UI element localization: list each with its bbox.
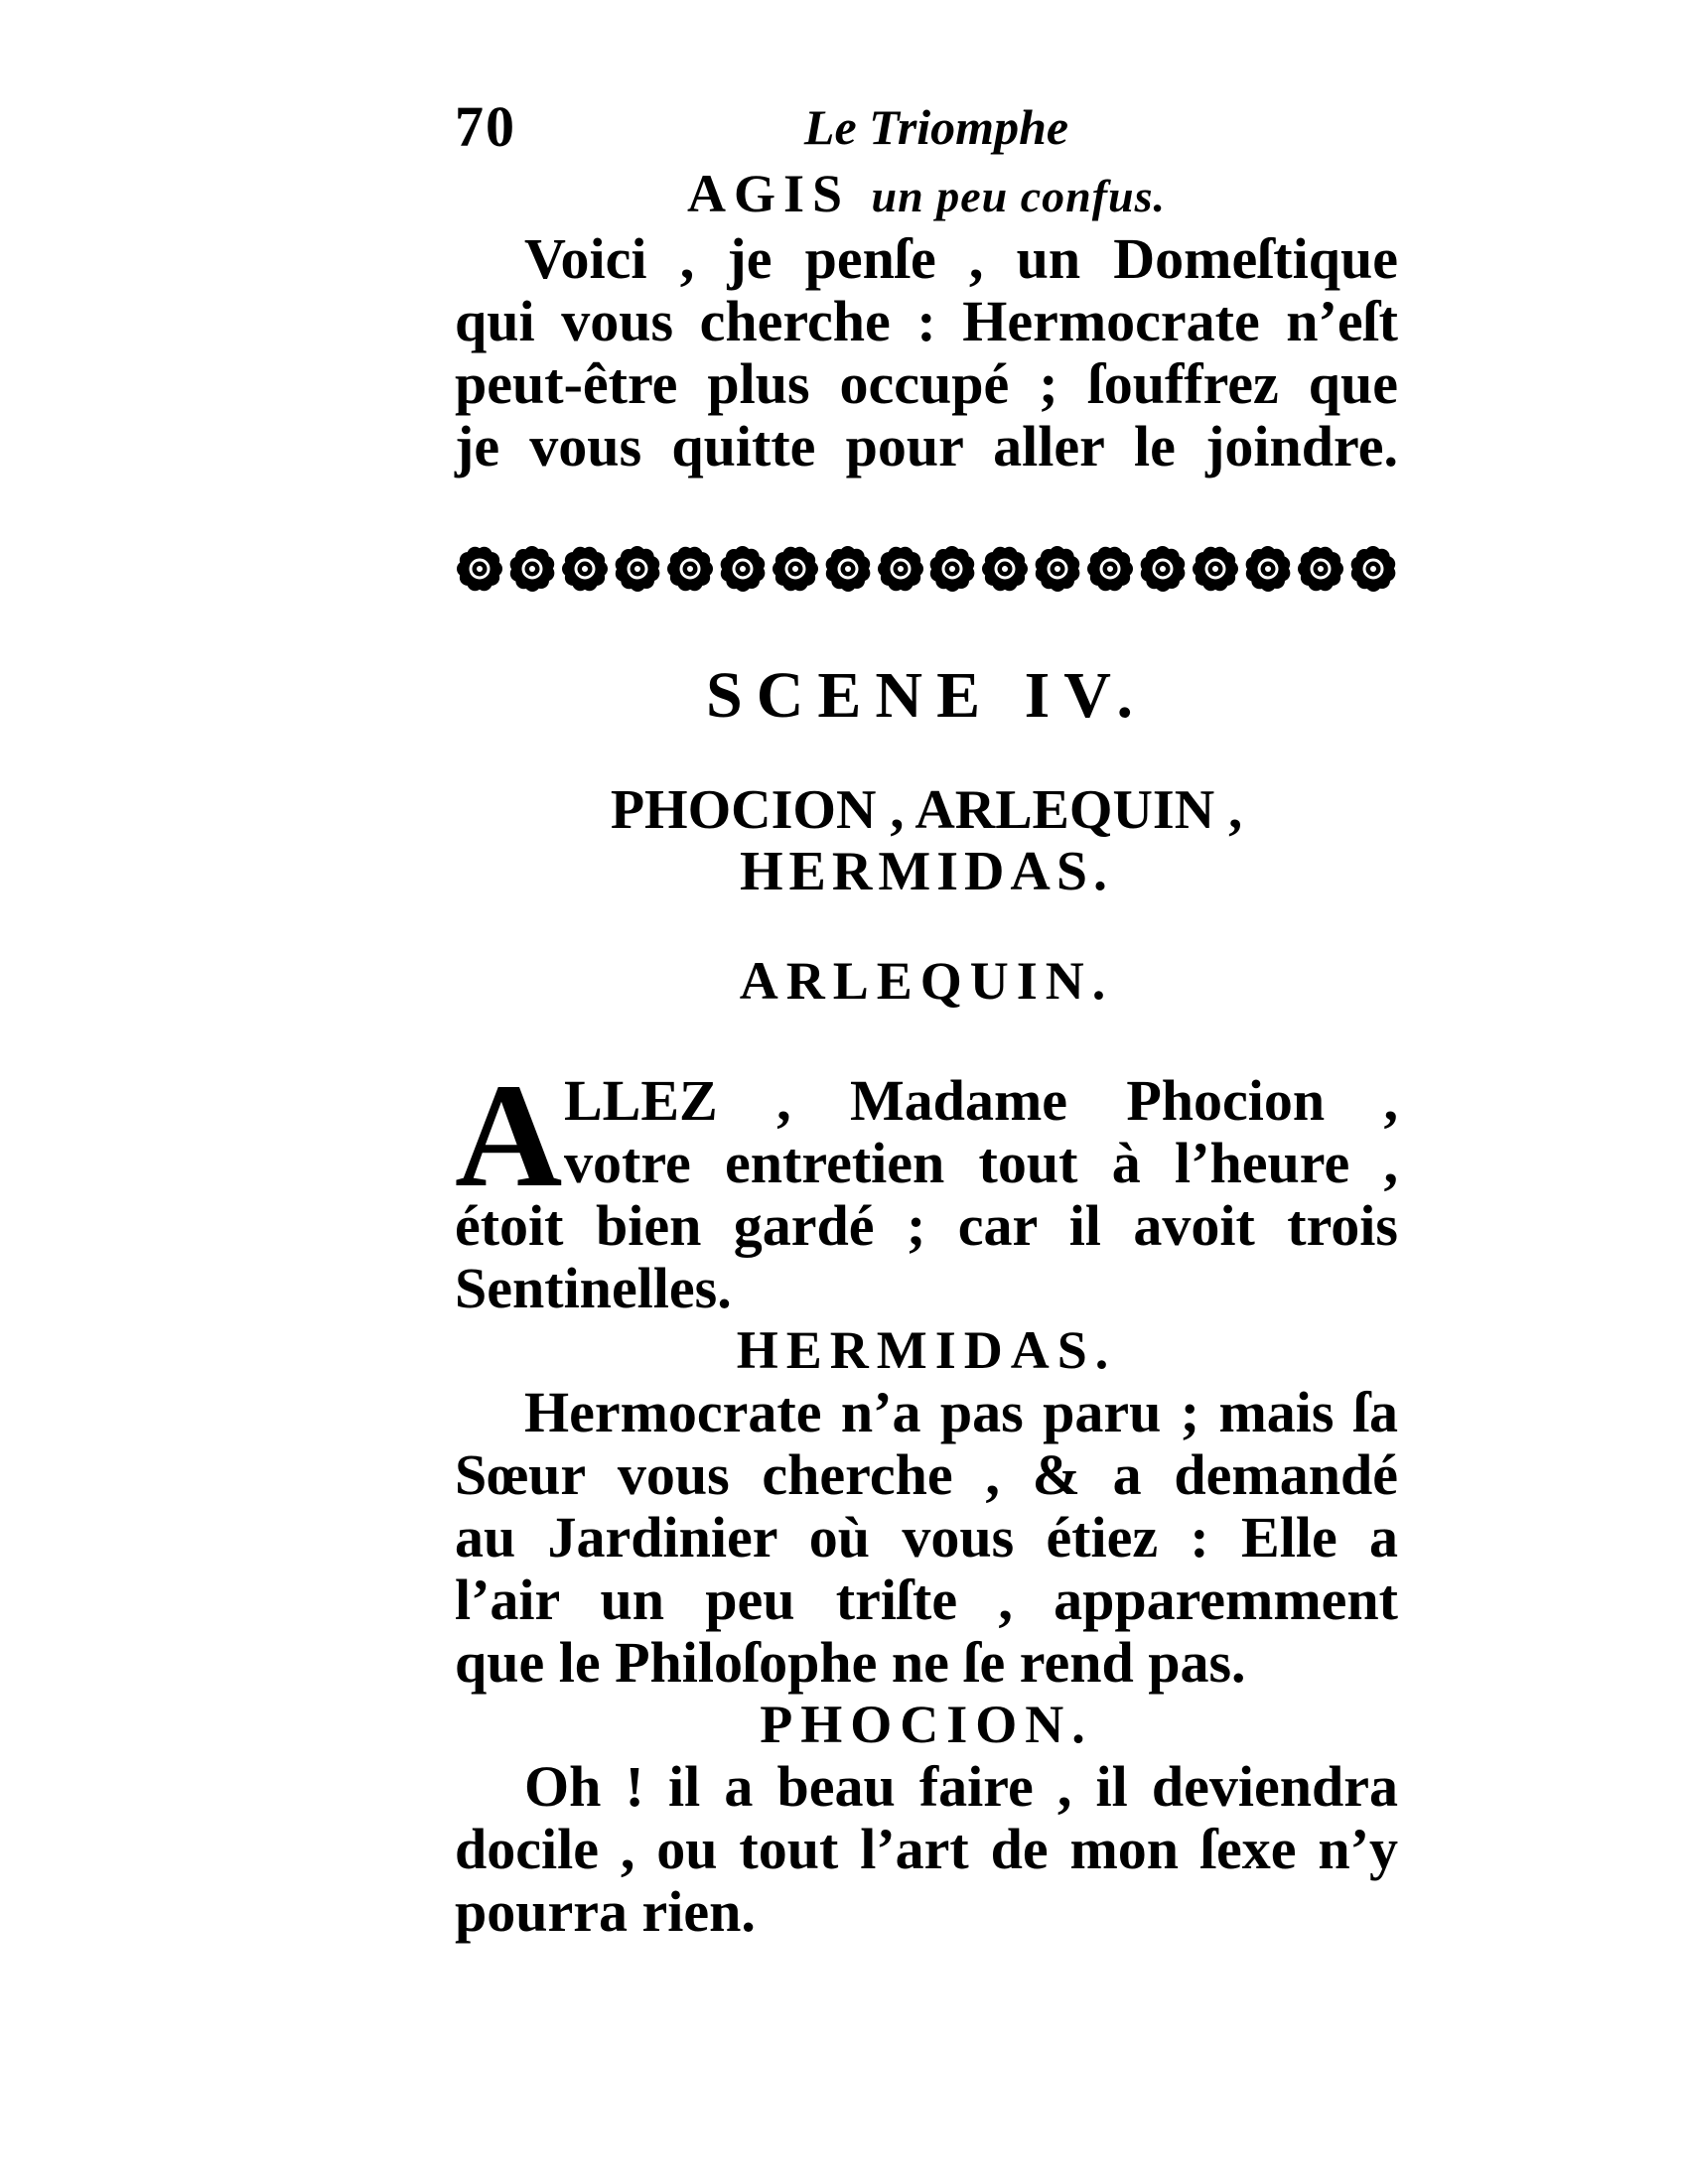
rosette-icon	[718, 544, 768, 594]
text-line: peut-être plus occupé ; ſouffrez que	[455, 351, 1398, 416]
rosette-icon	[1085, 544, 1135, 594]
text-line: Hermocrate n’a pas paru ; mais ſa	[524, 1380, 1398, 1444]
stage-direction: un peu confus.	[871, 171, 1166, 221]
text-line: Voici , je penſe , un Domeſtique	[524, 226, 1398, 291]
rosette-icon	[1191, 544, 1240, 594]
speaker-phocion: PHOCION.	[760, 1695, 1093, 1754]
rosette-icon	[1348, 544, 1398, 594]
rosette-icon	[1033, 544, 1082, 594]
running-title: Le Triomphe	[803, 99, 1069, 155]
character-list	[455, 779, 1398, 902]
rosette-icon	[1243, 544, 1293, 594]
rosette-icon	[980, 544, 1030, 594]
running-head	[455, 95, 1398, 163]
speech-agis	[455, 227, 1398, 478]
text-line: votre entretien tout à l’heure ,	[564, 1131, 1398, 1195]
rosette-icon	[927, 544, 977, 594]
rosette-icon	[560, 544, 610, 594]
speaker-name: AGIS	[686, 164, 851, 223]
rosette-icon	[665, 544, 715, 594]
rosette-icon	[823, 544, 873, 594]
rosette-icon	[613, 544, 662, 594]
text-line: docile , ou tout l’art de mon ſexe n’y	[455, 1817, 1398, 1881]
text-line: pourra rien.	[455, 1879, 756, 1944]
scene-title: SCENE IV.	[706, 659, 1147, 732]
rosette-icon	[455, 544, 504, 594]
text-line: je vous quitte pour aller le joindre.	[455, 414, 1398, 478]
rosette-icon	[771, 544, 820, 594]
text-line: qui vous cherche : Hermocrate n’eſt	[455, 289, 1398, 353]
text-line: que le Philoſophe ne ſe rend pas.	[455, 1630, 1246, 1695]
speaker-agis	[455, 163, 1398, 227]
speaker-arlequin: ARLEQUIN.	[739, 951, 1114, 1011]
ornament-band	[455, 539, 1398, 599]
text-line: Oh ! il a beau faire , il deviendra	[524, 1754, 1398, 1819]
text-line: l’air un peu triſte , apparemment	[455, 1568, 1398, 1632]
rosette-icon	[507, 544, 557, 594]
speaker-hermidas: HERMIDAS.	[736, 1320, 1117, 1380]
book-page	[455, 95, 1398, 1943]
text-line: Sentinelles.	[455, 1256, 732, 1320]
speech-hermidas	[455, 1381, 1398, 1694]
text-line: au Jardinier où vous étiez : Elle a	[455, 1505, 1398, 1570]
speech-phocion	[455, 1755, 1398, 1943]
character-list-line: PHOCION , ARLEQUIN ,	[610, 779, 1243, 841]
text-line: Sœur vous cherche , & a demandé	[455, 1442, 1398, 1507]
text-line: LLEZ , Madame Phocion ,	[564, 1068, 1398, 1133]
rosette-icon	[876, 544, 925, 594]
character-list-line: HERMIDAS.	[739, 841, 1114, 902]
speech-arlequin	[455, 1053, 1398, 1320]
drop-cap: A	[455, 1053, 563, 1218]
page-number: 70	[455, 94, 516, 159]
rosette-icon	[1296, 544, 1345, 594]
text-line: étoit bien gardé ; car il avoit trois	[455, 1193, 1398, 1258]
rosette-icon	[1138, 544, 1188, 594]
